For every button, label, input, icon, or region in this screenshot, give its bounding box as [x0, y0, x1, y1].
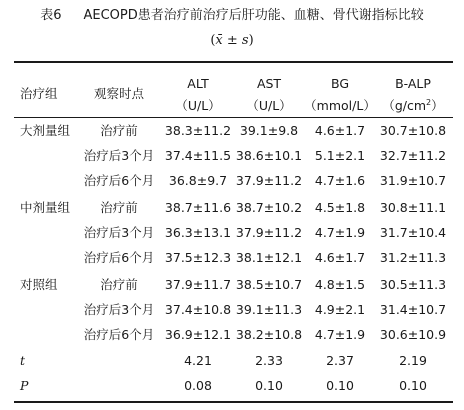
cell-ast: 37.9±11.2 — [235, 173, 303, 188]
cell-balp: 30.8±11.1 — [379, 200, 447, 215]
cell-ast: 37.9±11.2 — [235, 225, 303, 240]
subtitle-sd-symbol: s — [241, 33, 249, 48]
table-bottom-rule — [14, 401, 453, 403]
cell-balp: 2.19 — [399, 353, 427, 368]
header-bg-name: BG — [330, 76, 350, 91]
subtitle-close-paren: ) — [248, 33, 254, 48]
cell-alt: 38.7±11.6 — [164, 200, 232, 215]
header-balp-unit — [376, 98, 450, 114]
cell-bg: 4.7±1.9 — [314, 225, 366, 240]
header-balp-unit-post: ） — [431, 98, 444, 113]
header-ast-unit: （U/L） — [246, 98, 292, 113]
cell-balp: 32.7±11.2 — [379, 148, 447, 163]
table-header-rule — [14, 117, 453, 118]
header-alt-name: ALT — [187, 76, 209, 91]
cell-alt: 4.21 — [184, 353, 212, 368]
cell-bg: 5.1±2.1 — [314, 148, 366, 163]
cell-alt: 37.4±10.8 — [164, 302, 232, 317]
cell-timepoint: 治疗后6个月 — [83, 327, 155, 342]
cell-balp: 30.7±10.8 — [379, 123, 447, 138]
header-balp-unit-sup: 2 — [426, 97, 432, 107]
cell-ast: 2.33 — [255, 353, 283, 368]
cell-ast: 38.7±10.2 — [235, 200, 303, 215]
cell-group: 大剂量组 — [20, 123, 71, 138]
header-balp-name: B-ALP — [395, 76, 431, 91]
cell-ast: 38.2±10.8 — [235, 327, 303, 342]
cell-bg: 4.8±1.5 — [314, 277, 366, 292]
cell-alt: 36.8±9.7 — [168, 173, 228, 188]
cell-timepoint: 治疗后3个月 — [83, 225, 155, 240]
cell-timepoint: 治疗前 — [100, 200, 138, 215]
cell-ast: 38.6±10.1 — [235, 148, 303, 163]
cell-ast: 38.1±12.1 — [235, 250, 303, 265]
cell-group: P — [20, 378, 29, 393]
table-title-text: AECOPD患者治疗前治疗后肝功能、血糖、骨代谢指标比较 — [83, 8, 424, 23]
header-alt-unit: （U/L） — [175, 98, 221, 113]
cell-ast: 39.1±11.3 — [235, 302, 303, 317]
cell-bg: 2.37 — [326, 353, 354, 368]
cell-timepoint: 治疗前 — [100, 123, 138, 138]
table-top-rule — [14, 61, 453, 63]
cell-balp: 31.7±10.4 — [379, 225, 447, 240]
cell-alt: 36.3±13.1 — [164, 225, 232, 240]
subtitle-mean-symbol: x̄ — [215, 33, 223, 48]
header-bg-unit: （mmol/L） — [304, 98, 376, 113]
cell-alt: 38.3±11.2 — [164, 123, 232, 138]
cell-timepoint: 治疗后6个月 — [83, 173, 155, 188]
table-title — [0, 7, 464, 25]
cell-bg: 4.7±1.6 — [314, 173, 366, 188]
cell-balp: 0.10 — [399, 378, 427, 393]
table-number: 表6 — [40, 8, 62, 23]
cell-group: 对照组 — [20, 277, 58, 292]
cell-alt: 36.9±12.1 — [164, 327, 232, 342]
cell-alt: 37.4±11.5 — [164, 148, 232, 163]
cell-timepoint: 治疗后3个月 — [83, 148, 155, 163]
cell-ast: 38.5±10.7 — [235, 277, 303, 292]
cell-group: 中剂量组 — [20, 200, 71, 215]
cell-balp: 31.9±10.7 — [379, 173, 447, 188]
cell-timepoint: 治疗后6个月 — [83, 250, 155, 265]
header-ast-name: AST — [256, 76, 282, 91]
cell-timepoint: 治疗前 — [100, 277, 138, 292]
cell-bg: 0.10 — [326, 378, 354, 393]
cell-alt: 37.9±11.7 — [164, 277, 232, 292]
cell-balp: 30.5±11.3 — [379, 277, 447, 292]
cell-bg: 4.6±1.7 — [314, 123, 366, 138]
cell-alt: 37.5±12.3 — [164, 250, 232, 265]
cell-bg: 4.7±1.9 — [314, 327, 366, 342]
cell-balp: 31.2±11.3 — [379, 250, 447, 265]
cell-bg: 4.5±1.8 — [314, 200, 366, 215]
cell-bg: 4.9±2.1 — [314, 302, 366, 317]
subtitle-open-paren: ( — [210, 33, 216, 48]
cell-group: t — [20, 353, 26, 368]
cell-bg: 4.6±1.7 — [314, 250, 366, 265]
cell-ast: 0.10 — [255, 378, 283, 393]
subtitle-plus-minus: ± — [222, 33, 242, 48]
table-subtitle — [0, 32, 464, 50]
cell-balp: 31.4±10.7 — [379, 302, 447, 317]
cell-ast: 39.1±9.8 — [239, 123, 299, 138]
cell-balp: 30.6±10.9 — [379, 327, 447, 342]
header-timepoint: 观察时点 — [93, 86, 144, 101]
header-group: 治疗组 — [20, 86, 58, 101]
cell-alt: 0.08 — [184, 378, 212, 393]
header-balp-unit-pre: （g/cm — [382, 98, 427, 113]
cell-timepoint: 治疗后3个月 — [83, 302, 155, 317]
